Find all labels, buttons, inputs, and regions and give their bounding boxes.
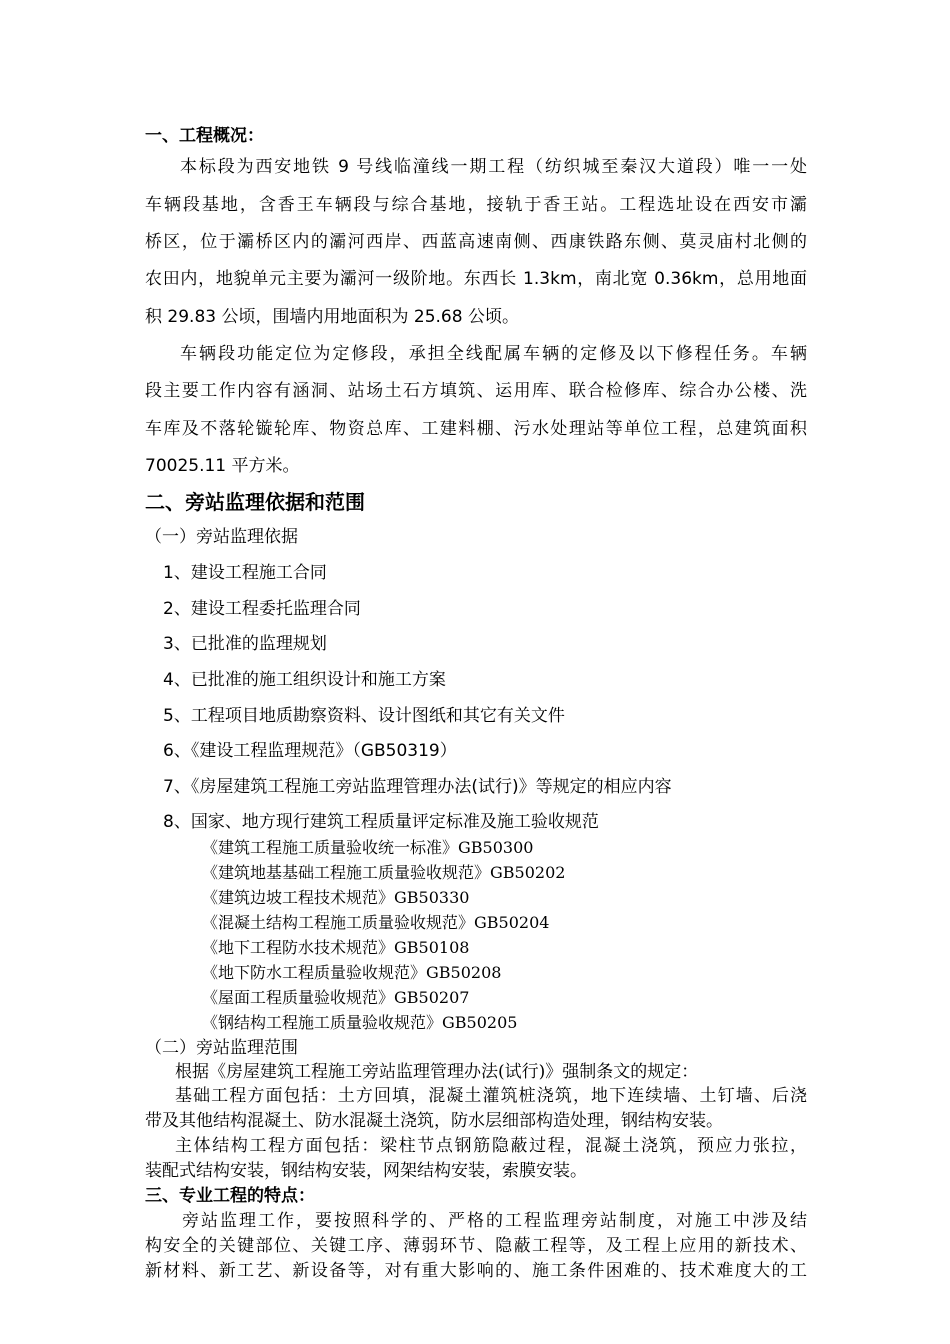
section1-para2-line4: 70025.11 平方米。	[145, 456, 300, 476]
section1-para1-line2: 车辆段基地，含香王车辆段与综合基地，接轨于香王站。工程选址设在西安市灞	[145, 195, 807, 215]
section2-sub2: （二）旁站监理范围	[145, 1038, 298, 1058]
section2-sub1: （一）旁站监理依据	[145, 527, 298, 547]
section3-para-line2: 构安全的关键部位、关键工序、薄弱环节、隐蔽工程等，及工程上应用的新技术、	[145, 1236, 807, 1256]
basis-item-7: 7、《房屋建筑工程施工旁站监理管理办法(试行)》等规定的相应内容	[163, 777, 672, 797]
standard-6: 《地下防水工程质量验收规范》GB50208	[202, 963, 502, 982]
basis-item-5: 5、工程项目地质勘察资料、设计图纸和其它有关文件	[163, 706, 565, 726]
section1-para2-line2: 段主要工作内容有涵洞、站场土石方填筑、运用库、联合检修库、综合办公楼、洗	[145, 381, 807, 401]
section1-heading: 一、工程概况：	[145, 126, 264, 146]
standard-4: 《混凝土结构工程施工质量验收规范》GB50204	[202, 913, 550, 932]
basis-item-6: 6、《建设工程监理规范》（GB50319）	[163, 741, 457, 761]
basis-item-4: 4、已批准的施工组织设计和施工方案	[163, 670, 446, 690]
scope-intro: 根据《房屋建筑工程施工旁站监理管理办法(试行)》强制条文的规定：	[175, 1062, 699, 1082]
section1-para1-line1: 本标段为西安地铁 9 号线临潼线一期工程（纺织城至秦汉大道段）唯一一处	[180, 157, 807, 177]
basis-item-3: 3、已批准的监理规划	[163, 634, 327, 654]
standard-7: 《屋面工程质量验收规范》GB50207	[202, 988, 470, 1007]
scope-foundation-line1: 基础工程方面包括：土方回填，混凝土灌筑桩浇筑，地下连续墙、土钉墙、后浇	[175, 1086, 807, 1106]
standard-2: 《建筑地基基础工程施工质量验收规范》GB50202	[202, 863, 566, 882]
standard-1: 《建筑工程施工质量验收统一标准》GB50300	[202, 838, 534, 857]
section1-para1-line4: 农田内，地貌单元主要为灞河一级阶地。东西长 1.3km，南北宽 0.36km，总用地面	[145, 269, 807, 289]
section3-para-line3: 新材料、新工艺、新设备等，对有重大影响的、施工条件困难的、技术难度大的工	[145, 1261, 807, 1281]
standard-3: 《建筑边坡工程技术规范》GB50330	[202, 888, 470, 907]
scope-main-line2: 装配式结构安装，钢结构安装，网架结构安装，索膜安装。	[145, 1161, 587, 1181]
basis-item-2: 2、建设工程委托监理合同	[163, 599, 361, 619]
basis-item-1: 1、建设工程施工合同	[163, 563, 327, 583]
section1-para1-line5: 积 29.83 公顷，围墙内用地面积为 25.68 公顷。	[145, 307, 519, 327]
section3-heading: 三、专业工程的特点：	[145, 1186, 315, 1206]
section2-heading: 二、旁站监理依据和范围	[145, 490, 365, 514]
scope-main-line1: 主体结构工程方面包括：梁柱节点钢筋隐蔽过程，混凝土浇筑，预应力张拉，	[175, 1136, 807, 1156]
basis-item-8: 8、国家、地方现行建筑工程质量评定标准及施工验收规范	[163, 812, 599, 832]
scope-foundation-line2: 带及其他结构混凝土、防水混凝土浇筑，防水层细部构造处理，钢结构安装。	[145, 1111, 723, 1131]
standard-5: 《地下工程防水技术规范》GB50108	[202, 938, 470, 957]
section3-para-line1: 旁站监理工作，要按照科学的、严格的工程监理旁站制度，对施工中涉及结	[182, 1211, 807, 1231]
section1-para1-line3: 桥区，位于灞桥区内的灞河西岸、西蓝高速南侧、西康铁路东侧、莫灵庙村北侧的	[145, 232, 807, 252]
section1-para2-line1: 车辆段功能定位为定修段，承担全线配属车辆的定修及以下修程任务。车辆	[180, 344, 807, 364]
standard-8: 《钢结构工程施工质量验收规范》GB50205	[202, 1013, 518, 1032]
section1-para2-line3: 车库及不落轮镟轮库、物资总库、工建料棚、污水处理站等单位工程，总建筑面积	[145, 419, 807, 439]
